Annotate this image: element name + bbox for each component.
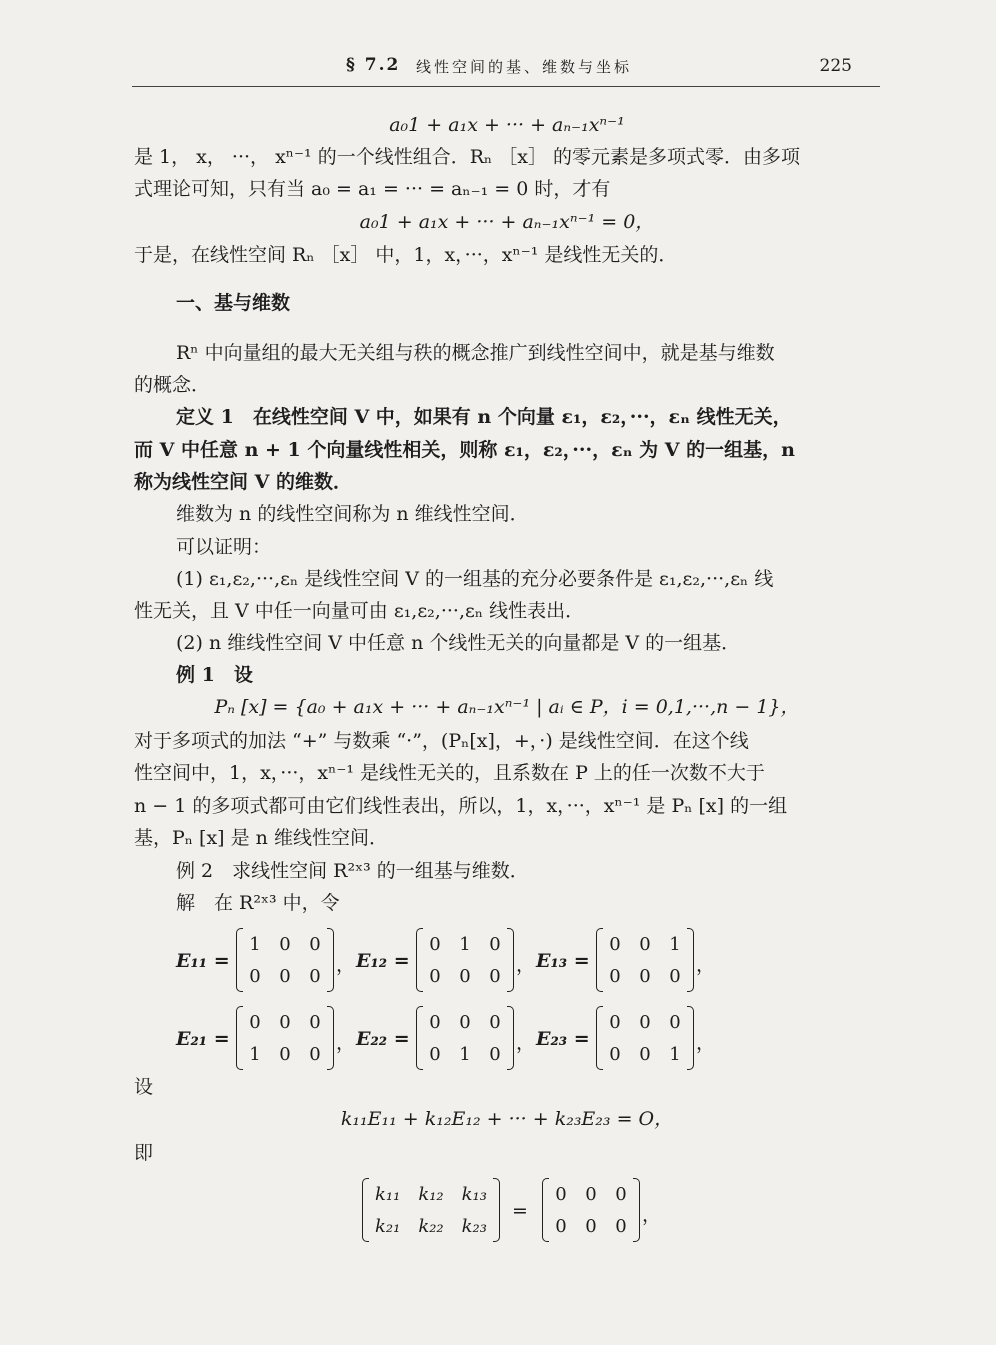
matrix-cell: 0 — [669, 965, 681, 987]
paragraph-line: 基，Pₙ [x] 是 n 维线性空间． — [134, 827, 388, 849]
matrix-cell: 0 — [639, 1011, 651, 1033]
matrix-cell: 0 — [459, 965, 471, 987]
section-number: § 7.2 — [346, 55, 401, 75]
list-item: (1) ε₁,ε₂,···,εₙ 是线性空间 V 的一组基的充分必要条件是 ε₁,ε₂,···,εₙ 线 — [176, 568, 774, 590]
matrix-cell: 0 — [249, 1011, 261, 1033]
matrix-label: E₂₁ = — [176, 1028, 230, 1050]
matrix-cell: 0 — [309, 1043, 321, 1065]
matrix — [600, 928, 690, 992]
matrix-cell: 0 — [639, 965, 651, 987]
paragraph-line: 式理论可知，只有当 a₀ = a₁ = ··· = aₙ₋₁ = 0 时，才有 — [134, 178, 611, 200]
definition-line: 称为线性空间 V 的维数． — [134, 471, 352, 493]
zero-matrix — [546, 1178, 636, 1242]
matrix-label: E₁₁ = — [176, 950, 230, 972]
matrix-cell: 0 — [555, 1215, 567, 1237]
matrix-row — [176, 1006, 880, 1078]
matrix-cell: 0 — [609, 965, 621, 987]
matrix-label: E₁₂ = — [356, 950, 410, 972]
equals-sign: = — [512, 1200, 528, 1222]
matrix-cell: 0 — [279, 1043, 291, 1065]
section-heading: 一、基与维数 — [176, 292, 291, 314]
matrix-equation — [366, 1178, 686, 1250]
matrix-cell: k₂₁ — [374, 1215, 401, 1237]
section-title: 线性空间的基、维数与坐标 — [416, 58, 633, 76]
matrix-cell: k₁₁ — [374, 1183, 401, 1205]
matrix-cell: 0 — [279, 1011, 291, 1033]
matrix-cell: 0 — [309, 965, 321, 987]
let-word: 设 — [134, 1076, 154, 1098]
running-header — [132, 52, 880, 82]
paragraph-line: 的概念． — [134, 374, 211, 396]
list-item: (2) n 维线性空间 V 中任意 n 个线性无关的向量都是 V 的一组基． — [176, 632, 741, 654]
matrix-cell: 0 — [489, 1043, 501, 1065]
matrix-cell: k₂₂ — [418, 1215, 444, 1237]
matrix-label: E₂₃ = — [536, 1028, 590, 1050]
matrix-cell: 0 — [585, 1215, 597, 1237]
matrix-cell: 0 — [429, 1043, 441, 1065]
coefficient-matrix — [366, 1178, 496, 1242]
matrix-cell: 0 — [459, 1011, 471, 1033]
paragraph-line: n − 1 的多项式都可由它们线性表出，所以，1，x，···，xⁿ⁻¹ 是 Pₙ [x] 的一组 — [134, 795, 788, 817]
example-label: 例 2 求线性空间 R²ˣ³ 的一组基与维数． — [176, 860, 529, 882]
matrix-cell: 0 — [609, 1011, 621, 1033]
matrix-cell: 0 — [429, 1011, 441, 1033]
matrix-label: E₂₂ = — [356, 1028, 410, 1050]
matrix-cell: 0 — [639, 933, 651, 955]
matrix-cell: 0 — [555, 1183, 567, 1205]
paragraph-line: 性空间中，1，x，···，xⁿ⁻¹ 是线性无关的，且系数在 P 上的任一次数不大于 — [134, 762, 765, 784]
paragraph-line: Rⁿ 中向量组的最大无关组与秩的概念推广到线性空间中，就是基与维数 — [176, 342, 775, 364]
matrix-cell: k₁₂ — [418, 1183, 444, 1205]
separator: ， — [336, 954, 356, 976]
matrix — [600, 1006, 690, 1070]
matrix-cell: 1 — [459, 933, 471, 955]
header-rule — [132, 86, 880, 87]
matrix-cell: 0 — [279, 965, 291, 987]
matrix-cell: 0 — [279, 933, 291, 955]
matrix-cell: k₂₃ — [461, 1215, 487, 1237]
separator: ， — [642, 1204, 662, 1226]
matrix-cell: 0 — [489, 965, 501, 987]
paragraph-line: 可以证明： — [176, 536, 272, 558]
matrix — [420, 1006, 510, 1070]
matrix — [240, 928, 330, 992]
matrix — [240, 1006, 330, 1070]
matrix-cell: 1 — [249, 933, 261, 955]
separator: ， — [516, 954, 536, 976]
matrix-cell: k₁₃ — [461, 1183, 487, 1205]
matrix-cell: 0 — [639, 1043, 651, 1065]
solution-label: 解 在 R²ˣ³ 中，令 — [176, 892, 340, 914]
equation-set: Pₙ [x] = {a₀ + a₁x + ··· + aₙ₋₁xⁿ⁻¹ | aᵢ ∈ P，i = 0,1,···,n − 1}， — [214, 696, 800, 718]
matrix-cell: 1 — [459, 1043, 471, 1065]
matrix-cell: 0 — [249, 965, 261, 987]
matrix-cell: 0 — [309, 933, 321, 955]
definition-line: 定义 1 在线性空间 V 中，如果有 n 个向量 ε₁，ε₂，···，εₙ 线性无关， — [176, 406, 792, 428]
separator: ， — [336, 1032, 356, 1054]
page-number: 225 — [819, 56, 852, 76]
paragraph-line: 于是，在线性空间 Rₙ ［x］ 中，1，x，···，xⁿ⁻¹ 是线性无关的． — [134, 244, 678, 266]
paragraph-line: 对于多项式的加法 “+” 与数乘 “·”，(Pₙ[x]，+，·) 是线性空间．在这个线 — [134, 730, 749, 752]
matrix-cell: 1 — [669, 933, 681, 955]
matrix-row — [176, 928, 880, 1000]
equation-combination: k₁₁E₁₁ + k₁₂E₁₂ + ··· + k₂₃E₂₃ = O， — [340, 1108, 674, 1130]
matrix-cell: 0 — [489, 933, 501, 955]
matrix-cell: 1 — [669, 1043, 681, 1065]
matrix — [420, 928, 510, 992]
example-label: 例 1 设 — [176, 664, 253, 686]
matrix-cell: 0 — [615, 1215, 627, 1237]
matrix-cell: 0 — [429, 933, 441, 955]
equation-polynomial: a₀1 + a₁x + ··· + aₙ₋₁xⁿ⁻¹ — [389, 114, 625, 136]
matrix-cell: 1 — [249, 1043, 261, 1065]
definition-line: 而 V 中任意 n + 1 个向量线性相关，则称 ε₁，ε₂，···，εₙ 为 V 的一组基，n — [134, 439, 795, 461]
matrix-cell: 0 — [609, 1043, 621, 1065]
ie-word: 即 — [134, 1142, 154, 1164]
matrix-cell: 0 — [489, 1011, 501, 1033]
matrix-cell: 0 — [585, 1183, 597, 1205]
separator: ， — [696, 954, 716, 976]
matrix-cell: 0 — [669, 1011, 681, 1033]
equation-zero: a₀1 + a₁x + ··· + aₙ₋₁xⁿ⁻¹ = 0， — [359, 211, 655, 233]
matrix-cell: 0 — [309, 1011, 321, 1033]
paragraph-line: 是 1， x， ···， xⁿ⁻¹ 的一个线性组合．Rₙ ［x］ 的零元素是多项式零．由多项 — [134, 146, 801, 168]
matrix-cell: 0 — [615, 1183, 627, 1205]
matrix-cell: 0 — [609, 933, 621, 955]
separator: ， — [516, 1032, 536, 1054]
list-item-continuation: 性无关，且 V 中任一向量可由 ε₁,ε₂,···,εₙ 线性表出． — [134, 600, 585, 622]
separator: ， — [696, 1032, 716, 1054]
matrix-cell: 0 — [429, 965, 441, 987]
matrix-label: E₁₃ = — [536, 950, 590, 972]
paragraph-line: 维数为 n 的线性空间称为 n 维线性空间． — [176, 503, 529, 525]
